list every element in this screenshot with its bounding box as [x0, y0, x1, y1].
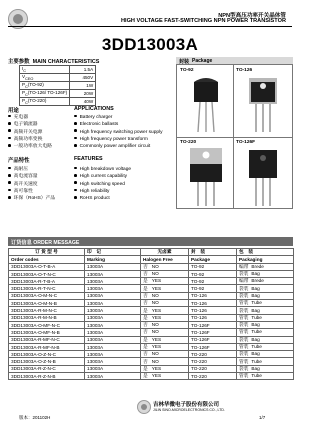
packaging-en: Brede [251, 278, 264, 284]
feature-item-label: High reliability [79, 188, 110, 194]
table-row [9, 263, 294, 270]
packaging-cn: 袋装 [239, 336, 249, 342]
packaging-cn: 管装 [239, 373, 249, 379]
feature-item [74, 195, 131, 202]
header-halogen-free: Halogen Free [141, 256, 189, 263]
bullet-icon [8, 189, 11, 192]
application-item [74, 143, 163, 150]
bullet-icon [8, 129, 11, 132]
feature-item-label: 环保（RoHS）产品 [13, 196, 56, 202]
marking-cell: 13003A [85, 358, 141, 365]
halogen-free-en: NO [151, 358, 159, 364]
packaging-cell [237, 292, 294, 299]
mc-param: $V_{CEO}$ [20, 73, 70, 81]
table-row [9, 285, 294, 292]
order-code-cell: 3DD13003A-R-MF-N-B [9, 343, 85, 350]
feature-item-label: High switching speed [79, 181, 125, 187]
table-row [9, 343, 294, 350]
packaging-cell [237, 314, 294, 321]
application-item [8, 136, 52, 143]
mc-value: 20W [70, 89, 96, 97]
header-rule [8, 26, 292, 27]
bullet-icon [74, 181, 77, 184]
order-code-cell: 3DD13003A-O-M-N-B [9, 300, 85, 307]
main-characteristics-title-cn: 主要参数 [8, 59, 30, 65]
packaging-cn: 袋装 [239, 365, 249, 371]
halogen-free-en: NO [151, 292, 159, 298]
header-title-en: HIGH VOLTAGE FAST-SWITCHING NPN POWER TRANSISTOR [120, 18, 286, 24]
feature-item-label: 高耐压 [13, 167, 28, 172]
packaging-cell [237, 358, 294, 365]
features-list-cn [8, 166, 55, 202]
packaging-cn: 管装 [239, 344, 249, 349]
packaging-cell [237, 285, 294, 292]
bullet-icon [74, 137, 77, 140]
header-package-cn: 封 装 [189, 249, 237, 256]
application-item-label: Battery charger [79, 115, 113, 120]
marking-cell: 13003A [85, 314, 141, 321]
features-title-cn: 产品特性 [8, 158, 30, 164]
features-list-en [74, 166, 131, 202]
bullet-icon [8, 167, 11, 170]
order-code-cell: 3DD13003A-O-Z-N-C [9, 351, 85, 358]
packaging-cn: 袋装 [239, 285, 249, 291]
feature-item-label: 高可靠性 [13, 188, 33, 194]
bullet-icon [74, 115, 77, 118]
feature-item [8, 181, 55, 188]
application-item [74, 136, 163, 143]
packaging-cn: 袋装 [239, 292, 249, 298]
halogen-free-cn: 否 [143, 358, 148, 364]
packaging-en: Tube [251, 358, 262, 364]
main-characteristics-table [19, 65, 96, 106]
package-cell: TO-92 [189, 270, 237, 277]
halogen-free-cn: 否 [143, 292, 148, 298]
bullet-icon [8, 144, 11, 147]
footer-logo [137, 400, 151, 414]
order-code-cell: 3DD13003A-O-T-N-C [9, 270, 85, 277]
halogen-free-en: NO [151, 271, 159, 277]
marking-cell: 13003A [85, 263, 141, 270]
bullet-icon [74, 144, 77, 147]
packaging-cell [237, 263, 294, 270]
application-item [8, 143, 52, 150]
footer-company-en: JILIN SINO-MICROELECTRONICS CO., LTD. [153, 408, 225, 412]
table-row [9, 358, 294, 365]
main-characteristics-title-en: MAIN CHARACTERISTICS [32, 59, 100, 65]
halogen-free-cell [141, 285, 189, 292]
mc-value: 40W [70, 97, 96, 105]
order-code-cell: 3DD13003A-R-M-N-C [9, 307, 85, 314]
application-item-label: Commonly power amplifier circuit [79, 144, 151, 150]
mc-row [20, 81, 96, 89]
packaging-en: Tube [251, 344, 262, 349]
application-item [74, 121, 163, 128]
packaging-cn: 管装 [239, 329, 249, 335]
packaging-cell [237, 278, 294, 285]
application-item-label: High frequency switching power supply [79, 129, 163, 135]
mc-param: $P_C(TO-220)$ [20, 97, 70, 105]
table-row [9, 373, 294, 380]
halogen-free-cn: 否 [143, 322, 148, 328]
halogen-free-cell [141, 321, 189, 328]
bullet-icon [8, 115, 11, 118]
halogen-free-cn: 是 [143, 285, 148, 291]
halogen-free-cell [141, 263, 189, 270]
halogen-free-cn: 是 [143, 344, 148, 349]
applications-list-cn [8, 114, 52, 150]
feature-item [74, 188, 131, 195]
bullet-icon [8, 196, 11, 199]
feature-item-label: High current capability [79, 174, 128, 180]
order-code-cell: 3DD13003A-O-MF-N-C [9, 321, 85, 328]
packaging-en: Tube [251, 329, 262, 335]
marking-cell: 13003A [85, 329, 141, 336]
order-code-cell: 3DD13003A-R-MF-N-C [9, 336, 85, 343]
marking-cell: 13003A [85, 336, 141, 343]
packaging-en: Bag [251, 292, 260, 298]
halogen-free-cn: 是 [143, 278, 148, 284]
halogen-free-en: NO [151, 322, 159, 328]
packaging-cn: 管装 [239, 314, 249, 320]
marking-cell: 13003A [85, 373, 141, 380]
packaging-en: Bag [251, 271, 260, 277]
feature-item [8, 188, 55, 195]
packaging-cn: 袋装 [239, 322, 249, 328]
application-item-label: Electronic ballasts [79, 122, 119, 128]
packaging-cell [237, 343, 294, 350]
application-item [74, 129, 163, 136]
order-code-cell: 3DD13003A-O-M-N-C [9, 292, 85, 299]
bullet-icon [74, 196, 77, 199]
feature-item-label: 高电流容量 [13, 174, 38, 180]
package-title-bar [176, 57, 293, 65]
header-order-codes-cn: 订 货 型 号 [9, 249, 85, 256]
header-marking-cn: 印 记 [85, 249, 141, 256]
halogen-free-en: YES [151, 307, 162, 313]
package-cell: TO-92 [189, 278, 237, 285]
mc-row [20, 97, 96, 105]
main-characteristics-title [8, 57, 99, 65]
mc-value: 1W [70, 81, 96, 89]
halogen-free-cell [141, 351, 189, 358]
package-cell: TO-126F [189, 329, 237, 336]
feature-item [74, 173, 131, 180]
order-code-cell: 3DD13003A-R-Z-N-B [9, 373, 85, 380]
packaging-en: Bag [251, 307, 260, 313]
package-cell: TO-92 [189, 263, 237, 270]
package-title-cn: 封装 [179, 59, 190, 65]
features-title-en: FEATURES [74, 156, 103, 162]
bullet-icon [8, 174, 11, 177]
halogen-free-cell [141, 358, 189, 365]
feature-item [74, 181, 131, 188]
package-cell: TO-220 [189, 365, 237, 372]
application-item-label: 一般功率放大电路 [13, 144, 52, 150]
packaging-cell [237, 307, 294, 314]
mc-param: $I_C$ [20, 66, 70, 74]
packaging-cell [237, 270, 294, 277]
mc-row [20, 66, 96, 74]
order-code-cell: 3DD13003A-R-T-B-A [9, 278, 85, 285]
application-item [8, 121, 52, 128]
bullet-icon [74, 129, 77, 132]
order-code-cell: 3DD13003A-O-MF-N-B [9, 329, 85, 336]
header-packaging: Packaging [237, 256, 294, 263]
table-row [9, 336, 294, 343]
feature-item [8, 195, 55, 202]
feature-item [8, 173, 55, 180]
halogen-free-en: NO [151, 263, 159, 269]
feature-item [74, 166, 131, 173]
halogen-free-cell [141, 373, 189, 380]
package-label-to92: TO-92 [180, 68, 194, 73]
bullet-icon [8, 122, 11, 125]
bullet-icon [74, 174, 77, 177]
footer-company-cn: 吉林华微电子股份有限公司 [153, 402, 220, 408]
application-item [8, 114, 52, 121]
packaging-cn: 管装 [239, 300, 249, 306]
mc-row [20, 73, 96, 81]
packaging-cn: 管装 [239, 358, 249, 364]
package-cell: TO-126F [189, 321, 237, 328]
halogen-free-cell [141, 278, 189, 285]
packaging-en: Tube [251, 300, 262, 306]
marking-cell: 13003A [85, 343, 141, 350]
order-code-cell: 3DD13003A-R-M-N-B [9, 314, 85, 321]
order-code-cell: 3DD13003A-R-Z-N-C [9, 365, 85, 372]
halogen-free-cell [141, 329, 189, 336]
table-row [9, 365, 294, 372]
order-code-cell: 3DD13003A-O-Z-N-B [9, 358, 85, 365]
packaging-cn: 袋装 [239, 307, 249, 313]
halogen-free-cell [141, 314, 189, 321]
feature-item-label: RoHS product [79, 196, 110, 202]
order-title-cn: 订货信息 [11, 239, 32, 246]
packaging-cell [237, 300, 294, 307]
halogen-free-cn: 否 [143, 300, 148, 306]
footer-logo-mark [141, 404, 147, 410]
halogen-free-cell [141, 365, 189, 372]
applications-title-en: APPLICATIONS [74, 106, 114, 112]
packaging-en: Tube [251, 373, 262, 379]
order-message-title [8, 237, 293, 246]
halogen-free-en: YES [151, 278, 162, 284]
halogen-free-en: YES [151, 344, 162, 349]
footer-page-number: 1/7 [259, 415, 266, 420]
header-title-cn: NPN型高压功率开关晶体管 [218, 13, 286, 19]
marking-cell: 13003A [85, 278, 141, 285]
marking-cell: 13003A [85, 365, 141, 372]
header-halogen-free-cn: 无卤素 [141, 249, 189, 256]
table-row [9, 307, 294, 314]
package-cell: TO-126 [189, 307, 237, 314]
halogen-free-en: YES [151, 373, 162, 379]
bullet-icon [74, 189, 77, 192]
halogen-free-en: NO [151, 300, 159, 306]
table-row [9, 300, 294, 307]
order-table-body [9, 263, 294, 380]
table-row [9, 351, 294, 358]
package-cell: TO-126 [189, 292, 237, 299]
packaging-en: Brede [251, 263, 264, 269]
package-label-to220: TO-220 [180, 140, 197, 145]
package-cell: TO-92 [189, 285, 237, 292]
packaging-en: Bag [251, 322, 260, 328]
halogen-free-cn: 是 [143, 314, 148, 320]
footer-version: 版本：201102H [19, 415, 51, 420]
application-item-label: 高频开关电源 [13, 129, 43, 135]
packaging-cn: 袋装 [239, 271, 249, 277]
halogen-free-cell [141, 343, 189, 350]
application-item-label: 充电器 [13, 115, 28, 120]
halogen-free-cn: 是 [143, 336, 148, 342]
packaging-en: Bag [251, 336, 260, 342]
application-item [74, 114, 163, 121]
order-code-cell: 3DD13003A-R-T-N-C [9, 285, 85, 292]
applications-title-cn: 用途 [8, 108, 19, 114]
order-title-en: ORDER MESSAGE [33, 239, 80, 246]
table-row [9, 329, 294, 336]
halogen-free-cell [141, 270, 189, 277]
header-packaging-cn: 包 装 [237, 249, 294, 256]
packaging-cell [237, 329, 294, 336]
marking-cell: 13003A [85, 285, 141, 292]
halogen-free-en: NO [151, 329, 159, 335]
package-label-to126f: TO-126F [236, 140, 256, 145]
header-package: Package [189, 256, 237, 263]
package-divider-horizontal [176, 137, 293, 138]
halogen-free-cell [141, 300, 189, 307]
application-item-label: 电子镇流器 [13, 122, 38, 128]
table-row [9, 314, 294, 321]
halogen-free-en: NO [151, 351, 159, 357]
mc-value: 450V [70, 73, 96, 81]
to220-package-image [180, 146, 232, 208]
header-marking: Marking [85, 256, 141, 263]
application-item [8, 129, 52, 136]
halogen-free-cell [141, 292, 189, 299]
packaging-cn: 编带 [239, 263, 249, 269]
package-label-to126: TO-126 [236, 68, 253, 73]
marking-cell: 13003A [85, 292, 141, 299]
logo-mark [13, 14, 23, 24]
mc-row [20, 89, 96, 97]
marking-cell: 13003A [85, 300, 141, 307]
marking-cell: 13003A [85, 321, 141, 328]
header-order-codes: Order codes [9, 256, 85, 263]
halogen-free-en: YES [151, 365, 162, 371]
mc-param: $P_C(TO-92)$ [20, 81, 70, 89]
bullet-icon [8, 181, 11, 184]
marking-cell: 13003A [85, 351, 141, 358]
halogen-free-cell [141, 336, 189, 343]
packaging-cn: 袋装 [239, 351, 249, 357]
packaging-cell [237, 321, 294, 328]
packaging-en: Bag [251, 351, 260, 357]
feature-item [8, 166, 55, 173]
table-row [9, 270, 294, 277]
to126-package-image [237, 74, 289, 136]
order-table [8, 248, 294, 380]
order-code-cell: 3DD13003A-O-T-B-A [9, 263, 85, 270]
package-cell: TO-220 [189, 351, 237, 358]
table-row [9, 321, 294, 328]
packaging-en: Bag [251, 365, 260, 371]
packaging-cell [237, 351, 294, 358]
halogen-free-cn: 是 [143, 307, 148, 313]
order-header-row-cn [9, 249, 294, 256]
table-row [9, 292, 294, 299]
order-header-row-en [9, 256, 294, 263]
applications-list-en [74, 114, 163, 150]
halogen-free-en: YES [151, 314, 162, 320]
package-cell: TO-220 [189, 373, 237, 380]
feature-item-label: 高开关速度 [13, 181, 38, 187]
package-cell: TO-126 [189, 300, 237, 307]
marking-cell: 13003A [85, 270, 141, 277]
halogen-free-cn: 是 [143, 373, 148, 379]
halogen-free-cn: 是 [143, 365, 148, 371]
packaging-cell [237, 336, 294, 343]
halogen-free-cn: 否 [143, 329, 148, 335]
halogen-free-cn: 否 [143, 263, 148, 269]
mc-param: $P_C(TO-126/$ TO-126F) [20, 89, 70, 97]
packaging-cn: 编带 [239, 278, 249, 284]
halogen-free-cn: 否 [143, 351, 148, 357]
marking-cell: 13003A [85, 307, 141, 314]
bullet-icon [8, 137, 11, 140]
package-cell: TO-126F [189, 336, 237, 343]
packaging-cell [237, 373, 294, 380]
feature-item-label: High breakdown voltage [79, 167, 132, 172]
table-row [9, 278, 294, 285]
halogen-free-cn: 否 [143, 271, 148, 277]
halogen-free-cell [141, 307, 189, 314]
to126f-package-image [237, 146, 289, 208]
packaging-cell [237, 365, 294, 372]
halogen-free-en: YES [151, 336, 162, 342]
mc-value: 1.5A [70, 66, 96, 74]
bullet-icon [74, 167, 77, 170]
packaging-en: Tube [251, 314, 262, 320]
application-item-label: 高频功率变换 [13, 136, 43, 142]
packaging-en: Bag [251, 285, 260, 291]
package-cell: TO-126 [189, 314, 237, 321]
package-cell: TO-220 [189, 358, 237, 365]
halogen-free-en: YES [151, 285, 162, 291]
bullet-icon [74, 122, 77, 125]
part-number: 3DD13003A [101, 35, 199, 54]
package-cell: TO-126F [189, 343, 237, 350]
application-item-label: High frequency power transform [79, 136, 148, 142]
to92-package-image [180, 74, 232, 136]
package-title-en: Package [192, 58, 213, 64]
